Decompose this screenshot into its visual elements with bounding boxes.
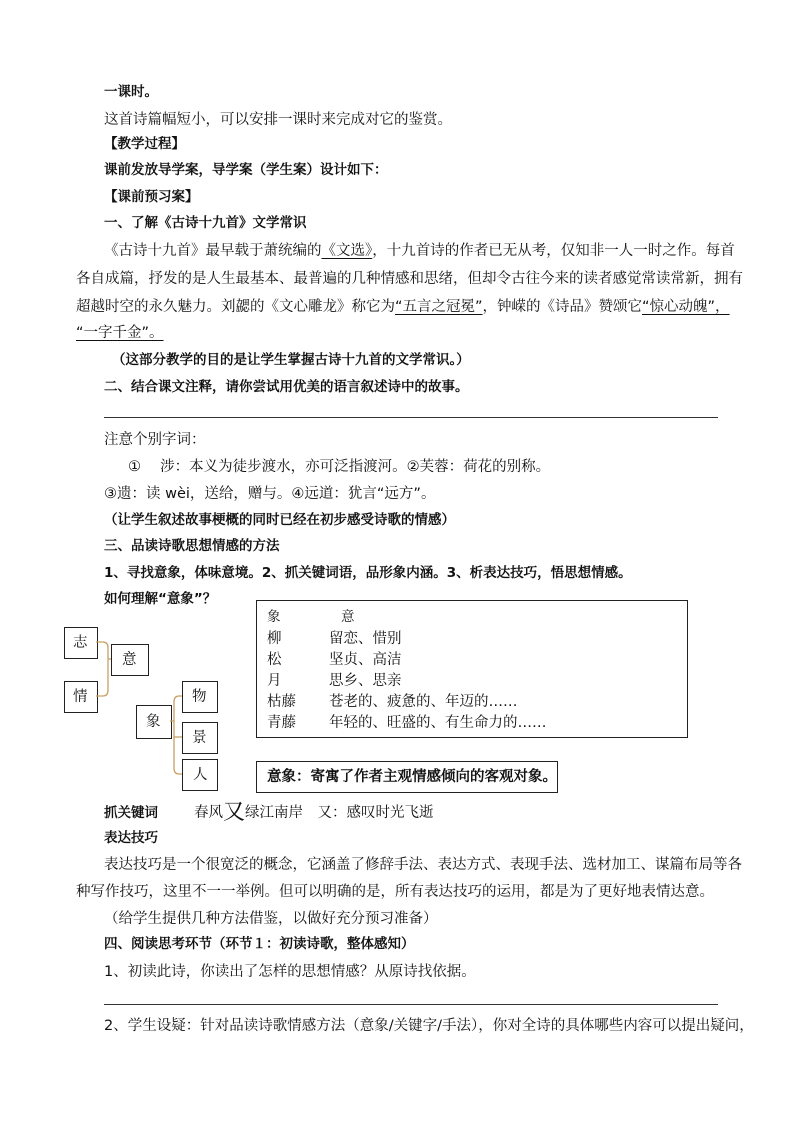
table-cell-yi: 苍老的、疲惫的、年迈的…… xyxy=(329,694,518,710)
answer-line xyxy=(104,1004,718,1005)
table-cell-yi: 留恋、惜别 xyxy=(329,631,402,647)
table-header-xiang: 象 xyxy=(267,609,281,625)
underlined-term: “惊心动魄”， xyxy=(642,299,730,315)
paragraph-text: 《古诗十九首》最早载于萧统编的 xyxy=(104,243,322,259)
table-cell-xiang: 青藤 xyxy=(267,715,296,731)
definition-text: 意象：寄寓了作者主观情感倾向的客观对象。 xyxy=(267,769,557,785)
text-line-period-note: 这首诗篇幅短小，可以安排一课时来完成对它的鉴赏。 xyxy=(104,112,452,128)
text-line-note-3-4: ③遗：读 wèi，送给，赠与。④远道：犹言“远方”。 xyxy=(104,486,436,502)
heading-section-three: 三、品读诗歌思想情感的方法 xyxy=(104,538,280,554)
diagram-label: 志 xyxy=(73,635,88,651)
question-1: 1、初读此诗，你读出了怎样的思想情感？从原诗找依据。 xyxy=(104,964,476,980)
diagram-label: 物 xyxy=(192,689,207,705)
diagram-label: 情 xyxy=(73,689,88,705)
heading-section-four: 四、阅读思考环节（环节１：初读诗歌，整体感知） xyxy=(104,936,415,952)
bracket-to-xiang xyxy=(170,721,182,737)
underlined-term: 《文选》 xyxy=(321,243,373,259)
diagram-label: 象 xyxy=(146,714,161,730)
paragraph-text: ，钟嵘的《诗品》赞颂它 xyxy=(482,299,643,315)
table-cell-xiang: 松 xyxy=(267,652,282,668)
keyword-example xyxy=(194,800,434,825)
text-line-note-1-2: ① 涉：本义为徒步渡水，亦可泛指渡河。②芙蓉：荷花的别称。 xyxy=(128,459,551,475)
diagram-label: 意 xyxy=(122,652,137,668)
heading-section-one: 一、了解《古诗十九首》文学常识 xyxy=(104,215,307,231)
heading-section-two: 二、结合课文注释，请你尝试用优美的语言叙述诗中的故事。 xyxy=(104,379,469,395)
paragraph-skills-2: 种写作技巧，这里不一一举例。但可以明确的是，所有表达技巧的运用，都是为了更好地表情达意。 xyxy=(76,884,714,900)
text-line-how-understand: 如何理解“意象”？ xyxy=(104,591,217,607)
bracket-wu-ren xyxy=(174,696,182,774)
bracket-zhi-qing xyxy=(96,642,108,696)
keyword-label: 抓关键词 xyxy=(104,805,158,821)
paragraph-line-4: “一字千金”。 xyxy=(76,325,164,341)
table-cell-xiang: 枯藤 xyxy=(267,694,296,710)
text-line-method-note: （给学生提供几种方法借鉴，以做好充分预习准备） xyxy=(104,911,438,927)
table-header-yi: 意 xyxy=(341,609,355,625)
diagram-label: 人 xyxy=(193,767,208,783)
text-line-purpose-note: （这部分教学的目的是让学生掌握古诗十九首的文学常识。） xyxy=(112,352,470,368)
heading-expression-skills: 表达技巧 xyxy=(104,830,158,846)
text-line-word-notes: 注意个别字词： xyxy=(104,432,206,448)
underlined-term: “五言之冠冕” xyxy=(395,299,483,315)
keyword-text: 绿江南岸 又：感叹时光飞逝 xyxy=(245,805,434,821)
text-line-story-note: （让学生叙述故事梗概的同时已经在初步感受诗歌的情感） xyxy=(104,512,455,528)
table-cell-yi: 思乡、思亲 xyxy=(329,673,402,689)
text-line-methods: 1、寻找意象，体味意境。2、抓关键词语，品形象内涵。3、析表达技巧，悟思想情感。 xyxy=(104,565,632,581)
keyword-emphasis: 又 xyxy=(223,800,246,825)
table-cell-yi: 年轻的、旺盛的、有生命力的…… xyxy=(329,715,547,731)
image-meaning-table xyxy=(256,600,688,738)
keyword-text: 春风 xyxy=(194,805,223,821)
text-line-guide-plan: 课前发放导学案，导学案（学生案）设计如下： xyxy=(104,162,388,178)
paragraph-skills-1: 表达技巧是一个很宽泛的概念，它涵盖了修辞手法、表达方式、表现手法、选材加工、谋篇布局等各 xyxy=(104,857,742,873)
table-cell-xiang: 柳 xyxy=(267,631,282,647)
text-line-class-period: 一课时。 xyxy=(104,84,158,100)
paragraph-text: ，十九首诗的作者已无从考，仅知非一人一时之作。每首 xyxy=(372,243,735,259)
table-cell-yi: 坚贞、高洁 xyxy=(329,652,402,668)
paragraph-line-2: 各自成篇，抒发的是人生最基本、最普遍的几种情感和思绪，但却令古往今来的读者感觉常读常新，拥有 xyxy=(76,271,743,287)
heading-teaching-process: 【教学过程】 xyxy=(104,136,185,152)
paragraph-text: 超越时空的永久魅力。刘勰的《文心雕龙》称它为 xyxy=(76,299,395,315)
question-2: 2、学生设疑：针对品读诗歌情感方法（意象/关键字/手法），你对全诗的具体哪些内容可以提出疑问， xyxy=(104,1018,754,1034)
table-cell-xiang: 月 xyxy=(267,673,282,689)
definition-box xyxy=(256,761,558,793)
diagram-label: 景 xyxy=(192,730,207,746)
heading-preview-plan: 【课前预习案】 xyxy=(104,189,199,205)
